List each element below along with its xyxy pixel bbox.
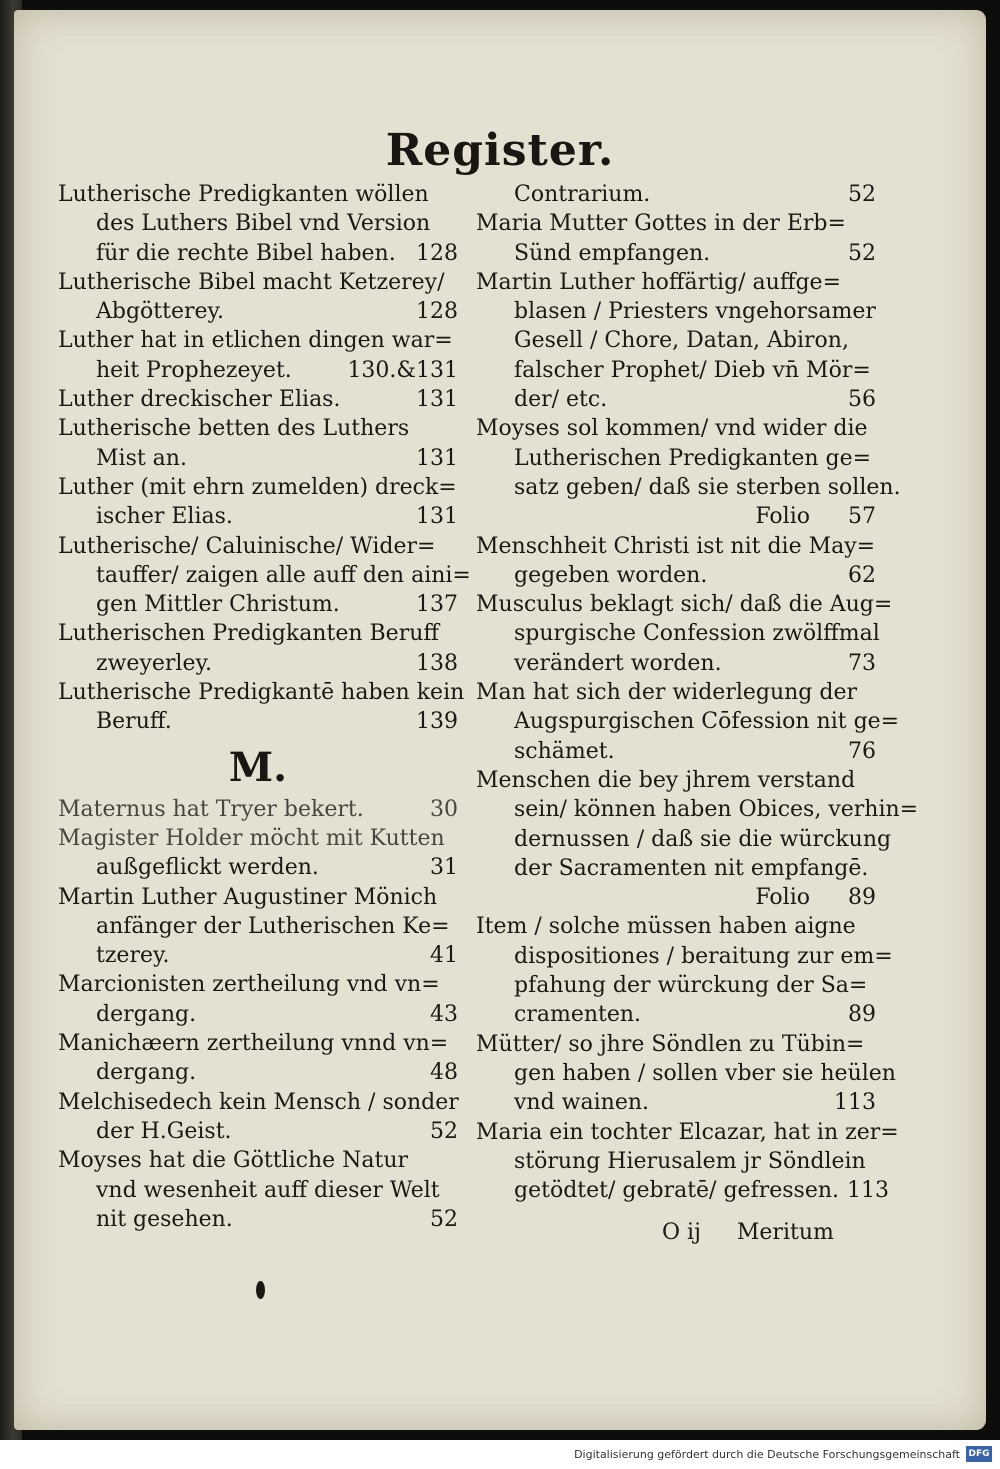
footer-bar: [0, 1440, 1000, 1469]
index-entry-line: [58, 1002, 458, 1031]
index-entry-line: [58, 651, 458, 680]
entry-text: der/ etc.: [514, 387, 608, 413]
index-entry-line: [58, 1178, 458, 1207]
entry-page-number: 137: [416, 592, 458, 618]
index-entry-line: [58, 621, 458, 650]
index-entry-line: [476, 709, 900, 738]
entry-text: gen Mittler Christum.: [96, 592, 340, 618]
index-entry-line: [58, 211, 458, 240]
entry-text: dispositiones / beraitung zur em=: [514, 943, 893, 969]
entry-page-number: 73: [848, 650, 876, 676]
entry-page-number: 113: [847, 1178, 890, 1204]
entry-page-number: 52: [430, 1118, 458, 1144]
entry-page-number: 56: [848, 387, 876, 413]
entry-text: Lutherischen Predigkanten Beruff: [58, 621, 440, 647]
entry-text: Beruff.: [96, 709, 172, 735]
index-entry-line: [476, 182, 876, 211]
entry-page-number: 131: [416, 504, 458, 530]
index-entry-line: [58, 241, 458, 270]
index-entry-line: [476, 797, 919, 826]
entry-page-number: 139: [416, 709, 458, 735]
dfg-logo: DFG: [966, 1446, 992, 1462]
entry-text: gegeben worden.: [514, 562, 708, 588]
index-entry-line: [58, 504, 458, 533]
index-entry-line: [476, 387, 876, 416]
index-entry-line: [58, 855, 458, 884]
index-entry-line: [58, 709, 458, 738]
entry-page-number: 130.&131: [347, 357, 458, 383]
index-entry-line: [476, 299, 876, 328]
entry-text: vnd wainen.: [514, 1090, 650, 1116]
index-entry-line: [476, 621, 880, 650]
entry-text: zweyerley.: [96, 650, 212, 676]
entry-page-number: 62: [848, 562, 876, 588]
entry-page-number: 89: [848, 1002, 876, 1028]
entry-text: des Luthers Bibel vnd Version: [96, 211, 431, 237]
index-entry-line: [58, 885, 458, 914]
index-entry-line: [58, 534, 458, 563]
index-entry-line: [58, 1090, 458, 1119]
index-entry-line: [58, 475, 458, 504]
index-entry-line: [476, 1002, 876, 1031]
index-entry-line: [58, 1031, 458, 1060]
entry-page-number: 138: [416, 650, 458, 676]
index-entry-line: [476, 328, 876, 357]
entry-page-number: 48: [430, 1060, 458, 1086]
index-entry-line: [58, 562, 471, 592]
entry-text: Musculus beklagt sich/ daß die Aug=: [476, 592, 893, 618]
index-entry-line: [58, 358, 458, 387]
index-entry-line: [476, 651, 876, 680]
entry-text: Lutherischen Predigkanten ge=: [514, 445, 872, 471]
entry-page-number: 89: [848, 885, 876, 911]
index-entry-line: [58, 1207, 458, 1236]
catchword: Meritum: [736, 1220, 834, 1245]
index-entry-line: [476, 358, 876, 387]
left-column: [58, 182, 471, 1236]
left-entries-m: [58, 797, 458, 1236]
index-entry-line: [476, 739, 876, 768]
index-entry-line: [476, 446, 876, 475]
entry-page-number: 131: [416, 445, 458, 471]
entry-text: Martin Luther hoffärtig/ auffge=: [476, 269, 842, 295]
index-entry-line: [58, 182, 458, 211]
index-entry-line: [476, 1060, 896, 1090]
entry-text: tzerey.: [96, 943, 170, 969]
entry-text: getödtet/ gebratē/ gefressen.: [514, 1178, 840, 1204]
entry-text: Magister Holder möcht mit Kutten: [58, 825, 445, 851]
right-entries: [476, 182, 919, 1207]
entry-text: sein/ können haben Obices, verhin=: [514, 797, 919, 823]
entry-text: Abgötterey.: [96, 299, 225, 325]
index-entry-line: [476, 943, 893, 973]
entry-page-number: 52: [430, 1206, 458, 1232]
entry-text: der Sacramenten nit empfangē.: [514, 855, 869, 881]
index-entry-line: [58, 972, 458, 1001]
entry-text: Lutherische Predigkantē haben kein: [58, 680, 465, 706]
entry-text: Gesell / Chore, Datan, Abiron,: [514, 328, 849, 354]
index-entry-line: [58, 416, 458, 445]
entry-text: anfänger der Lutherischen Ke=: [96, 913, 450, 939]
index-entry-line: [58, 797, 458, 826]
index-entry-line: [476, 1090, 876, 1119]
entry-text: störung Hierusalem jr Söndlein: [514, 1148, 866, 1174]
section-letter: M.: [228, 743, 288, 791]
entry-text: dergang.: [96, 1001, 197, 1027]
entry-page-number: 57: [848, 504, 876, 530]
index-entry-line: [476, 563, 876, 592]
entry-text: cramenten.: [514, 1002, 642, 1028]
entry-text: Maria ein tochter Elcazar, hat in zer=: [476, 1119, 899, 1145]
index-entry-line: [476, 416, 876, 445]
index-entry-line: [476, 914, 876, 943]
index-entry-line: [476, 826, 892, 856]
entry-page-number: 30: [430, 796, 458, 822]
index-entry-line: [58, 270, 458, 299]
entry-page-number: 76: [848, 738, 876, 764]
entry-text: Luther dreckischer Elias.: [58, 387, 341, 413]
entry-text: pfahung der würckung der Sa=: [514, 973, 868, 999]
entry-text: für die rechte Bibel haben.: [96, 240, 396, 266]
index-entry-line: [476, 474, 901, 504]
entry-text: Sünd empfangen.: [514, 240, 711, 266]
index-entry-line: [58, 387, 458, 416]
left-entries-l: [58, 182, 471, 739]
index-entry-line: [476, 270, 876, 299]
footer-credit: Digitalisierung gefördert durch die Deutsche Forschungsgemeinschaft: [574, 1448, 960, 1461]
entry-text: Folio: [755, 504, 810, 530]
entry-text: spurgische Confession zwölffmal: [514, 621, 880, 647]
entry-text: satz geben/ daß sie sterben sollen.: [514, 474, 901, 500]
entry-text: Martin Luther Augustiner Mönich: [58, 884, 438, 910]
index-entry-line: [58, 943, 458, 972]
index-entry-line: [476, 1149, 876, 1178]
entry-text: ischer Elias.: [96, 504, 233, 530]
entry-text: Marcionisten zertheilung vnd vn=: [58, 972, 440, 998]
entry-text: tauffer/ zaigen alle auff den aini=: [96, 562, 471, 588]
index-entry-line: [58, 1060, 458, 1089]
entry-page-number: 52: [848, 182, 876, 207]
entry-page-number: 128: [416, 299, 458, 325]
index-entry-line: [476, 504, 876, 533]
entry-text: vnd wesenheit auff dieser Welt: [96, 1177, 440, 1203]
entry-text: der H.Geist.: [96, 1118, 232, 1144]
entry-page-number: 43: [430, 1001, 458, 1027]
entry-page-number: 131: [416, 387, 458, 413]
index-entry-line: [58, 914, 458, 943]
index-entry-line: [476, 973, 876, 1002]
entry-text: gen haben / sollen vber sie heülen: [514, 1060, 896, 1086]
signature-mark: O ij: [662, 1220, 701, 1245]
entry-text: Manichæern zertheilung vnnd vn=: [58, 1031, 449, 1057]
entry-text: dergang.: [96, 1060, 197, 1086]
entry-page-number: 128: [416, 240, 458, 266]
index-entry-line: [58, 1148, 458, 1177]
ink-spot: [256, 1281, 265, 1299]
index-entry-line: [58, 680, 465, 709]
entry-text: Lutherische Predigkanten wöllen: [58, 182, 429, 207]
entry-text: nit gesehen.: [96, 1206, 233, 1232]
index-entry-line: [476, 1032, 876, 1061]
entry-text: verändert worden.: [514, 650, 722, 676]
entry-text: blasen / Priesters vngehorsamer: [514, 299, 876, 325]
index-entry-line: [476, 1178, 890, 1207]
entry-text: Moyses sol kommen/ vnd wider die: [476, 416, 868, 442]
entry-text: Contrarium.: [514, 182, 651, 207]
entry-text: außgeflickt werden.: [96, 855, 319, 881]
index-entry-line: [476, 241, 876, 270]
entry-text: Augspurgischen Cōfession nit ge=: [514, 709, 900, 735]
entry-text: Lutherische betten des Luthers: [58, 416, 410, 442]
entry-text: Mist an.: [96, 445, 187, 471]
index-entry-line: [476, 680, 876, 709]
entry-text: Item / solche müssen haben aigne: [476, 914, 856, 940]
index-entry-line: [476, 885, 876, 914]
index-entry-line: [58, 328, 458, 357]
entry-text: Melchisedech kein Mensch / sonder: [58, 1089, 459, 1115]
entry-text: dernussen / daß sie die würckung: [514, 826, 892, 852]
entry-text: Lutherische/ Caluinische/ Wider=: [58, 533, 436, 559]
entry-text: Menschheit Christi ist nit die May=: [476, 533, 876, 559]
index-entry-line: [476, 768, 876, 797]
entry-text: schämet.: [514, 738, 615, 764]
entry-text: Man hat sich der widerlegung der: [476, 680, 858, 706]
page-header: Register.: [385, 125, 615, 176]
index-entry-line: [58, 299, 458, 328]
entry-text: Maternus hat Tryer bekert.: [58, 796, 364, 822]
entry-text: Menschen die bey jhrem verstand: [476, 767, 856, 793]
entry-page-number: 31: [430, 855, 458, 881]
signature-line: [662, 1220, 870, 1245]
index-entry-line: [58, 446, 458, 475]
entry-text: Maria Mutter Gottes in der Erb=: [476, 211, 846, 237]
index-entry-line: [58, 1119, 458, 1148]
entry-text: Luther (mit ehrn zumelden) dreck=: [58, 474, 457, 500]
entry-text: Luther hat in etlichen dingen war=: [58, 328, 453, 354]
index-entry-line: [476, 534, 876, 563]
index-entry-line: [58, 592, 458, 621]
index-entry-line: [476, 1119, 899, 1149]
book-page: [14, 10, 986, 1430]
entry-page-number: 41: [430, 943, 458, 969]
index-entry-line: [476, 211, 876, 240]
entry-text: Moyses hat die Göttliche Natur: [58, 1148, 409, 1174]
entry-page-number: 52: [848, 240, 876, 266]
entry-text: Lutherische Bibel macht Ketzerey/: [58, 269, 445, 295]
entry-text: Folio: [755, 885, 810, 911]
index-entry-line: [476, 592, 893, 621]
entry-text: Mütter/ so jhre Söndlen zu Tübin=: [476, 1031, 865, 1057]
index-entry-line: [476, 856, 876, 885]
entry-text: falscher Prophet/ Dieb vn̄ Mör=: [514, 357, 871, 383]
entry-text: heit Prophezeyet.: [96, 357, 292, 383]
entry-page-number: 113: [834, 1090, 876, 1116]
index-entry-line: [58, 826, 458, 855]
right-column: [476, 182, 919, 1207]
